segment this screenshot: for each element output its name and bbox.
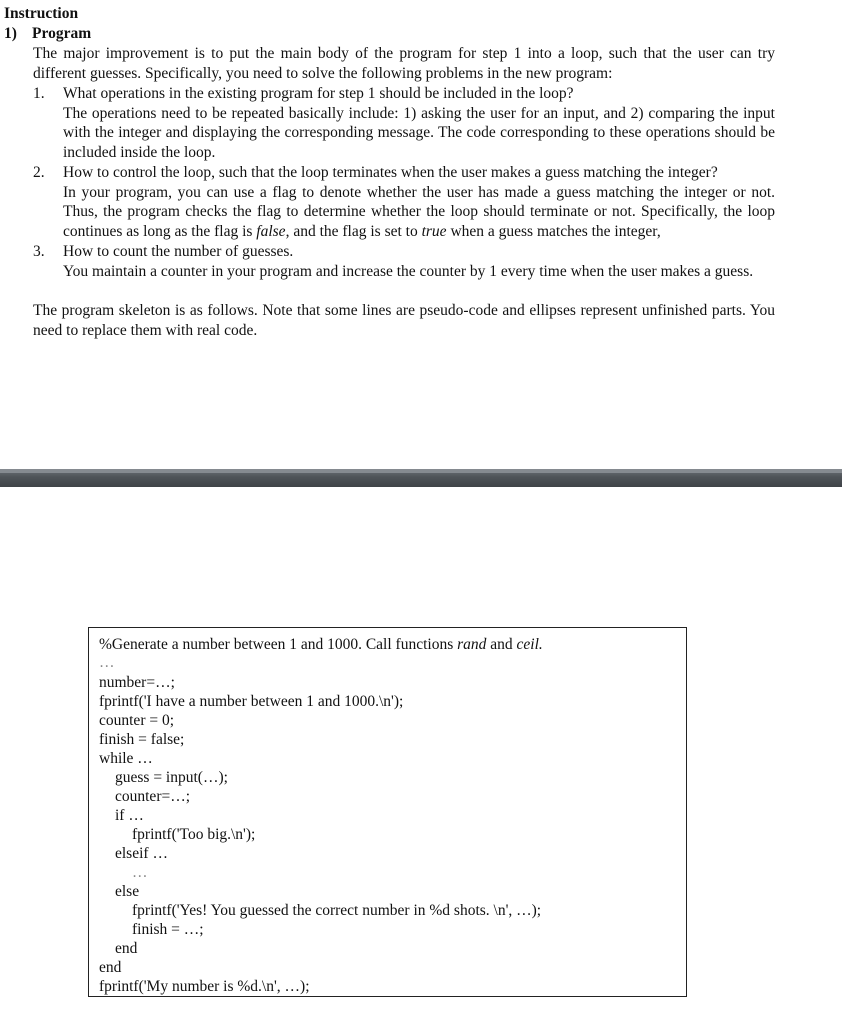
code-line: fprintf('Yes! You guessed the correct number in %d shots. \n', …); bbox=[132, 902, 542, 919]
code-comment-rand: rand bbox=[457, 636, 487, 653]
code-line: counter=…; bbox=[115, 788, 191, 805]
code-line: elseif … bbox=[115, 845, 168, 862]
answer-false-keyword: false bbox=[256, 223, 286, 241]
list-item-1 bbox=[33, 84, 775, 164]
list-item-number: 1. bbox=[33, 85, 45, 102]
code-comment-text: and bbox=[486, 636, 517, 653]
code-skeleton-box bbox=[88, 627, 687, 997]
answer-text: when a guess matches the integer, bbox=[446, 223, 661, 241]
code-comment-ceil: ceil. bbox=[516, 636, 543, 653]
list-item-answer bbox=[63, 183, 775, 242]
section-number: 1) bbox=[4, 25, 17, 42]
list-item-question: What operations in the existing program for step 1 should be included in the loop? bbox=[63, 85, 574, 102]
answer-text: , and the flag is set to bbox=[285, 223, 422, 241]
answer-true-keyword: true bbox=[421, 223, 447, 241]
code-line: fprintf('Too big.\n'); bbox=[132, 826, 256, 843]
code-line: else bbox=[115, 883, 140, 900]
list-item-number: 3. bbox=[33, 243, 45, 260]
heading: Instruction bbox=[4, 5, 79, 22]
code-comment bbox=[99, 635, 543, 654]
code-line: … bbox=[99, 654, 115, 671]
code-line: end bbox=[115, 940, 138, 957]
code-line: end bbox=[99, 959, 122, 976]
code-line: counter = 0; bbox=[99, 712, 175, 729]
code-line: while … bbox=[99, 750, 153, 767]
code-line: if … bbox=[115, 807, 144, 824]
code-line: fprintf('My number is %d.\n', …); bbox=[99, 978, 310, 995]
list-item-question: How to count the number of guesses. bbox=[63, 243, 294, 260]
list-item-2 bbox=[33, 163, 775, 243]
list-item-3 bbox=[33, 242, 775, 302]
code-line: guess = input(…); bbox=[115, 769, 228, 786]
code-line: finish = …; bbox=[132, 921, 204, 938]
skeleton-note: The program skeleton is as follows. Note that some lines are pseudo-code and ellipses represent unfinished parts. You need to replace them with real code. bbox=[33, 302, 775, 339]
code-line: finish = false; bbox=[99, 731, 185, 748]
list-item-answer: The operations need to be repeated basically include: 1) asking the user for an input, and 2) comparing the input with the integer and displaying the corresponding message. The code corresponding to these operations should be included inside the loop. bbox=[63, 104, 775, 162]
code-line: … bbox=[132, 864, 148, 881]
intro-paragraph: The major improvement is to put the main body of the program for step 1 into a loop, such that the user can try different guesses. Specifically, you need to solve the following problems in the new program: bbox=[33, 45, 775, 82]
answer-text: In your program, you can use a flag to denote whether the user has made a guess matching the integer or not. Thus, the program checks the flag to determine whether the loop should terminate or not. Specifically, the loop continues as long as the flag is bbox=[63, 183, 775, 241]
list-item-question: How to control the loop, such that the loop terminates when the user makes a guess matching the integer? bbox=[63, 164, 718, 181]
section-title bbox=[4, 24, 91, 43]
page-divider bbox=[0, 469, 842, 487]
list-item-answer: You maintain a counter in your program and increase the counter by 1 every time when the user makes a guess. bbox=[63, 262, 754, 280]
code-comment-text: %Generate a number between 1 and 1000. Call functions bbox=[99, 636, 458, 653]
list-item-number: 2. bbox=[33, 164, 45, 181]
code-line: number=…; bbox=[99, 674, 175, 691]
section-label: Program bbox=[32, 25, 92, 42]
code-line: fprintf('I have a number between 1 and 1000.\n'); bbox=[99, 693, 404, 710]
